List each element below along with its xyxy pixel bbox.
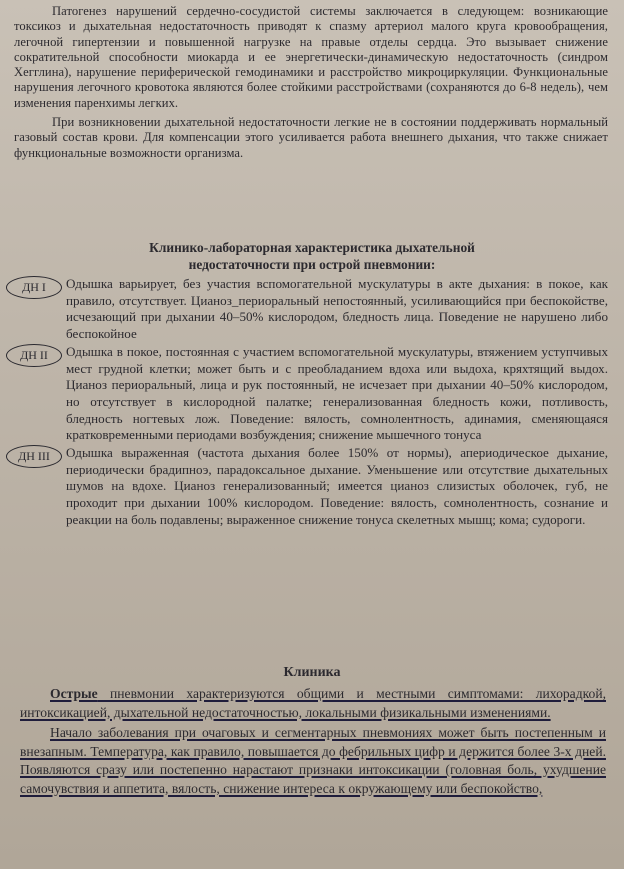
clinic-paragraph-1 bbox=[0, 685, 624, 722]
intro-section bbox=[0, 4, 624, 161]
clinic-paragraph-2: Начало заболевания при очаговых и сегментарных пневмониях может быть постепенным и внезапным. Температура, как правило, повышается до фебрильных цифр и держится более 3-х дней. Появляются сразу или постепенно нарастают признаки интоксикации (головная боль, ухудшение самочувствия и аппетита, вялость, снижение интереса к окружающему или беспокойство, bbox=[20, 725, 606, 796]
clinic-bold-lead: Острые bbox=[50, 686, 98, 701]
intro-paragraph-1: Патогенез нарушений сердечно-сосудистой системы заключается в следующем: возникающие токсикоз и дыхательная недостаточность приводят к спазму артериол малого круга кровообращения, легочной гипертензии и повышенной нагрузке на правые отделы сердца. Это вызывает снижение сократительной способности миокарда и ее энергетически-динамическую недостаточность (синдром Хегглина), нарушение периферической гемодинамики и расстройство микроциркуляции. Функциональные нарушения легочного кровотока являются более стойкими расстройствами (сохраняются до 6-8 недель), чем изменения паренхимы легких. bbox=[14, 4, 608, 110]
dn-list bbox=[0, 276, 624, 529]
dn-section-heading bbox=[0, 239, 624, 273]
dn-badge-circled: ДН I bbox=[6, 276, 62, 299]
dn-description: Одышка в покое, постоянная с участием вспомогательной мускулатуры, втяжением уступчивых мест грудной клетки; может быть и с преобладанием вдоха или выдоха, кряхтящий выдох. Цианоз периоральный, лица и рук постоянный, не исчезает при дыхании 40–50% кислородом, но отсутствует в кислородной палатке; генерализованная бледность кожи, потливость, бледность ногтевых лож. Поведение: вялость, сомнолентность, адинамия, сменяющаяся кратковременными периодами возбуждения; снижение мышечного тонуса bbox=[66, 343, 608, 443]
intro-paragraph-2: При возникновении дыхательной недостаточности легкие не в состоянии поддерживать нормальный газовый состав крови. Для компенсации этого усиливается работа внешнего дыхания, что также снижает функциональные возможности организма. bbox=[14, 115, 608, 160]
dn-badge-circled: ДН II bbox=[6, 344, 62, 367]
section-heading-line-2: недостаточности при острой пневмонии: bbox=[188, 257, 436, 272]
dn-description: Одышка выраженная (частота дыхания более 150% от нормы), апериодическое дыхание, периодически брадипноэ, парадоксальное дыхание. Уменьшение или отсутствие дыхательных шумов на вдохе. Цианоз генерализованный; имеется цианоз слизистых оболочек, губ, не проходит при дыхании 100% кислородом. Поведение: вялость, сомнолентность, сознание и реакции на боль подавлены; выраженное снижение тонуса скелетных мышц; кома; судороги. bbox=[66, 445, 608, 527]
clinic-section bbox=[0, 664, 624, 798]
dn-description: Одышка варьирует, без участия вспомогательной мускулатуры в акте дыхания: в покое, как правило, отсутствует. Цианоз_периоральный непостоянный, усиливающийся при беспокойстве, исчезающий при дыхании 40–50% кислородом, бледность лица. Поведение не нарушено либо беспокойное bbox=[66, 276, 608, 342]
dn-badge-circled: ДН III bbox=[6, 445, 62, 468]
dn-item-3 bbox=[0, 445, 624, 529]
clinic-paragraph-1-text: пневмонии характеризуются общими и местными симптомами: лихорадкой, интоксикацией, дыхательной недостаточностью, локальными физикальными изменениями. bbox=[20, 686, 606, 720]
clinic-heading: Клиника bbox=[283, 665, 341, 680]
dn-item-2 bbox=[0, 344, 624, 444]
dn-item-1 bbox=[0, 276, 624, 343]
section-heading-line-1: Клинико-лабораторная характеристика дыхательной bbox=[149, 240, 475, 255]
